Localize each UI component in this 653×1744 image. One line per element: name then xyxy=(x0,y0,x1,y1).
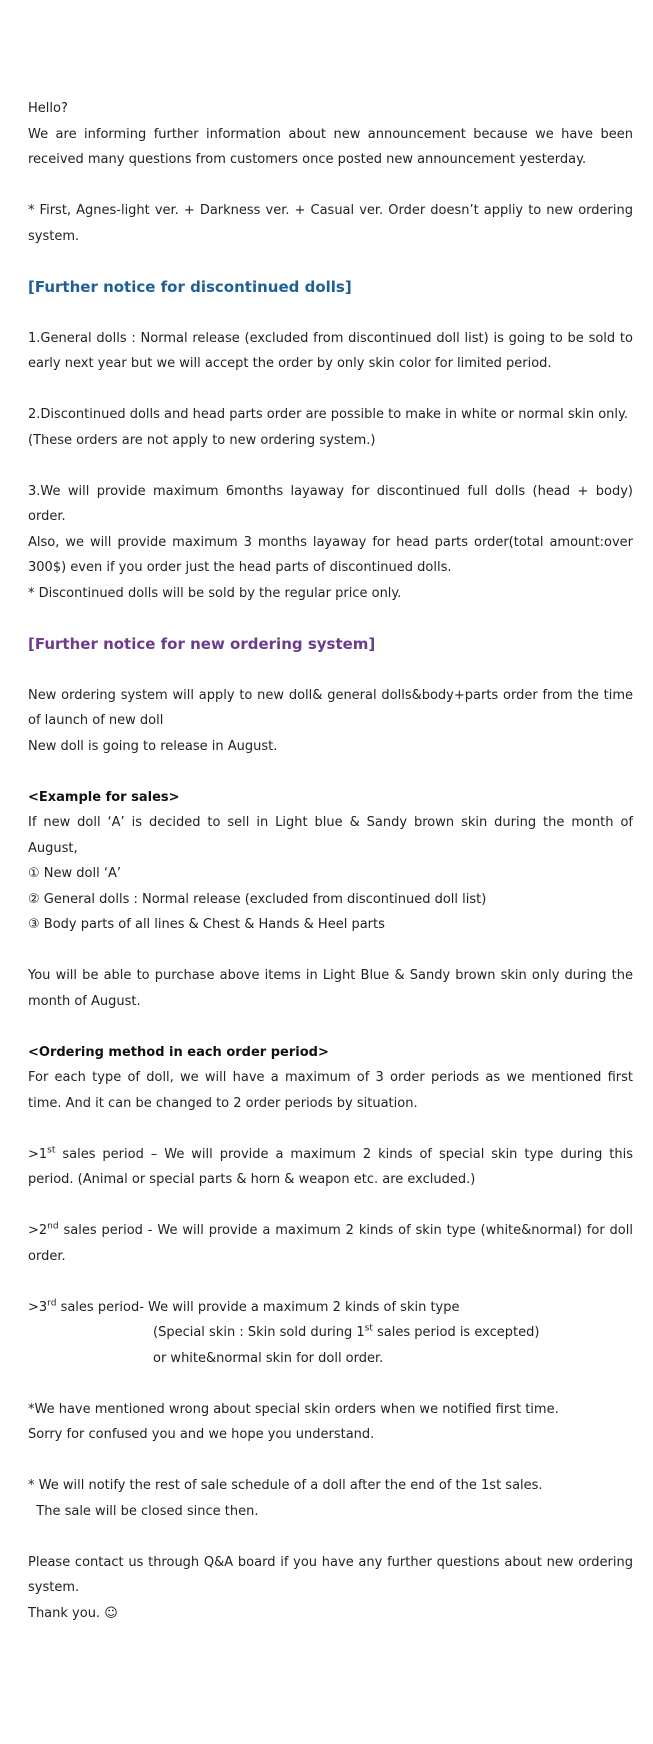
new-ordering-paragraph: New ordering system will apply to new doll& general dolls&body+parts order from the time of launch of new doll xyxy=(28,687,633,728)
section-title-new-ordering: [Further notice for new ordering system] xyxy=(28,634,376,653)
section-title-discontinued: [Further notice for discontinued dolls] xyxy=(28,277,352,296)
schedule-closed-note: The sale will be closed since then. xyxy=(28,1503,259,1519)
example-intro: If new doll ‘A’ is decided to sell in Light blue & Sandy brown skin during the month of August, xyxy=(28,815,633,856)
period-3-special-skin: (Special skin : Skin sold during 1st sales period is excepted) xyxy=(153,1323,540,1340)
thanks: Thank you. ☺ xyxy=(28,1605,118,1621)
list-item: ② General dolls : Normal release (excluded from discontinued doll list) xyxy=(28,891,487,907)
example-title: <Example for sales> xyxy=(28,789,180,805)
method-title: <Ordering method in each order period> xyxy=(28,1044,329,1060)
circled-number-2: ② xyxy=(28,891,40,907)
purchase-note: You will be able to purchase above items in Light Blue & Sandy brown skin only during the month of August. xyxy=(28,968,633,1009)
schedule-note: * We will notify the rest of sale schedule of a doll after the end of the 1st sales. xyxy=(28,1478,543,1493)
discontinued-item-1: 1.General dolls : Normal release (excluded from discontinued doll list) is going to be sold to early next year but we will accept the order by only skin color for limited period. xyxy=(28,330,633,371)
announcement-body xyxy=(28,96,633,1626)
circled-number-3: ③ xyxy=(28,917,40,932)
release-note: New doll is going to release in August. xyxy=(28,738,278,754)
correction-note: *We have mentioned wrong about special skin orders when we notified first time. xyxy=(28,1401,559,1417)
contact-note: Please contact us through Q&A board if you have any further questions about new ordering system. xyxy=(28,1554,633,1595)
intro-paragraph: We are informing further information about new announcement because we have been received many questions from customers once posted new announcement yesterday. xyxy=(28,126,633,167)
period-3-normal-skin: or white&normal skin for doll order. xyxy=(153,1350,384,1366)
discontinued-item-3: 3.We will provide maximum 6months layaway for discontinued full dolls (head + body) order. xyxy=(28,483,633,524)
list-item: ① New doll ‘A’ xyxy=(28,866,122,881)
greeting: Hello? xyxy=(28,101,68,116)
discontinued-item-3-layaway: Also, we will provide maximum 3 months layaway for head parts order(total amount:over 300$) even if you order just the head parts of discontinued dolls. xyxy=(28,534,633,575)
first-note: * First, Agnes-light ver. + Darkness ver. + Casual ver. Order doesn’t appliy to new ordering system. xyxy=(28,203,633,244)
period-1: >1st sales period – We will provide a maximum 2 kinds of special skin type during this period. (Animal or special parts & horn & weapon etc. are excluded.) xyxy=(28,1145,633,1187)
discontinued-item-2: 2.Discontinued dolls and head parts order are possible to make in white or normal skin only. xyxy=(28,407,628,422)
apology-note: Sorry for confused you and we hope you understand. xyxy=(28,1427,375,1442)
period-2: >2nd sales period - We will provide a maximum 2 kinds of skin type (white&normal) for doll order. xyxy=(28,1221,633,1264)
period-3: >3rd sales period- We will provide a maximum 2 kinds of skin type xyxy=(28,1298,460,1315)
method-intro: For each type of doll, we will have a maximum of 3 order periods as we mentioned first time. And it can be changed to 2 order periods by situation. xyxy=(28,1070,633,1111)
list-item: ③ Body parts of all lines & Chest & Hands & Heel parts xyxy=(28,917,385,932)
discontinued-item-3-price: * Discontinued dolls will be sold by the regular price only. xyxy=(28,585,402,601)
discontinued-item-2-note: (These orders are not apply to new ordering system.) xyxy=(28,432,376,448)
circled-number-1: ① xyxy=(28,866,40,881)
